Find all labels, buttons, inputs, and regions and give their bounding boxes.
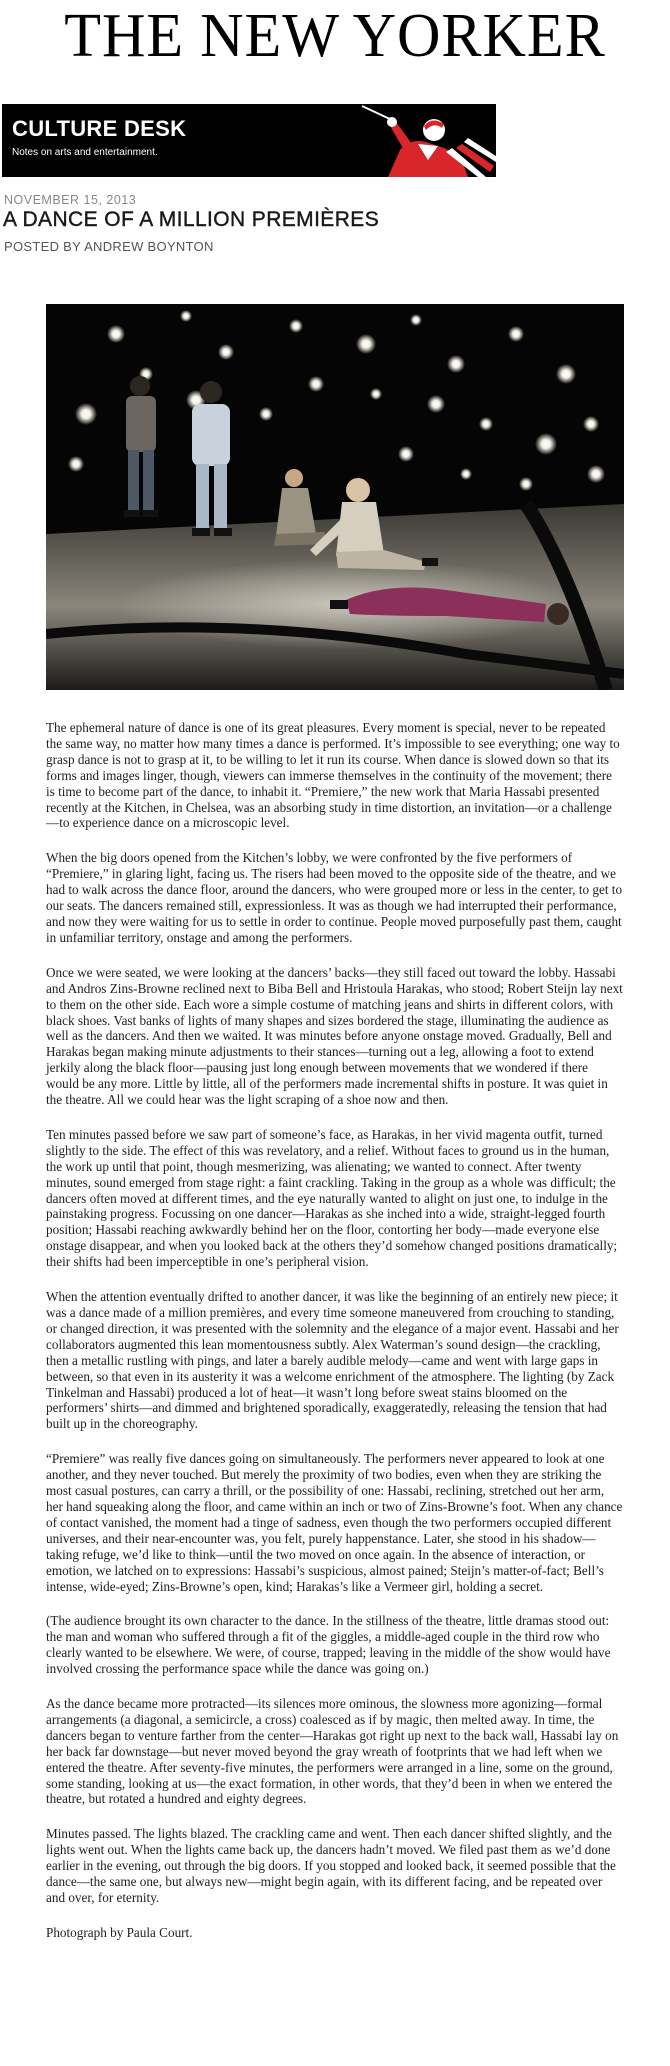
conductor-illustration — [348, 104, 496, 177]
article-headline: A DANCE OF A MILLION PREMIÈRES — [3, 208, 380, 231]
article-paragraph: The ephemeral nature of dance is one of its great pleasures. Every moment is special, never to be repeated the same way, no matter how many times a dance is performed. It’s impossible to see everything; one way to grasp dance is not to grasp at it, to be willing to let it run its course. When dance is slowed down so that its forms and images linger, though, viewers can immerse themselves in the continuity of the movement; there is time to become part of the dance, to inhabit it. “Premiere,” the new work that Maria Hassabi presented recently at the Kitchen, in Chelsea, was an absorbing study in time distortion, an invitation—or a challenge—to experience dance on a microscopic level. — [46, 720, 620, 831]
masthead — [0, 0, 670, 80]
article-byline[interactable]: POSTED BY ANDREW BOYNTON — [4, 239, 214, 254]
article-paragraph: Once we were seated, we were looking at the dancers’ backs—they still faced out toward the lobby. Hassabi and Andros Zins-Browne reclined next to Biba Bell and Hristoula Harakas, who stood; Robert Steijn lay next to them on the other side. Each wore a simple costume of matching jeans and shirts in different colors, with black shoes. Vast banks of lights of many shapes and sizes bordered the stage, illuminating the audience as well as the dancers. And then we waited. It was minutes before anyone onstage moved. Gradually, Bell and Harakas began making minute adjustments to their stances—turning out a leg, allowing a foot to extend jerkily along the black floor—pausing just long enough between movements that we wondered if there would be any more. Little by little, all of the performers made incremental shifts in posture. It was quiet in the theatre. All we could hear was the light scraping of a shoe now and then. — [46, 964, 623, 1108]
article-body — [46, 720, 624, 1960]
article-paragraph: Ten minutes passed before we saw part of someone’s face, as Harakas, in her vivid magenta outfit, turned slightly to the side. The effect of this was revelatory, and a relief. Without faces to ground us in the human, the work up until that point, though mesmerizing, was alienating; we wanted to connect. After twenty minutes, sound emerged from stage right: a faint crackling. Taking in the group as a whole was difficult; the dancers often moved at different times, and the eye naturally wanted to alight on just one, to indulge in the painstaking progress. Focussing on one dancer—Harakas as she inched into a wide, straight-legged fourth position; Hassabi reaching awkwardly behind her on the floor, contorting her body—made everyone else onstage disappear, and when you looked back at the others they’d somehow changed positions dramatically; their shifts had been imperceptible in one’s peripheral vision. — [46, 1126, 618, 1270]
article-date: NOVEMBER 15, 2013 — [4, 193, 137, 207]
article-paragraph: When the big doors opened from the Kitchen’s lobby, we were confronted by the five performers of “Premiere,” in glaring light, facing us. The risers had been moved to the opposite side of the theatre, and we had to walk across the dance floor, around the dancers, who were grouped more or less in the center, to get to our seats. The dancers remained still, expressionless. It was as though we had interrupted their performance, and now they were waiting for us to settle in order to continue. People moved purposefully past them, caught in unfamiliar territory, onstage and among the performers. — [46, 850, 623, 945]
culture-desk-banner[interactable] — [2, 104, 496, 177]
performance-photo — [46, 304, 624, 690]
article-paragraph: Minutes passed. The lights blazed. The crackling came and went. Then each dancer shifted slightly, and the lights went out. When the lights came back up, the dancers hadn’t moved. We filed past them as we’d done earlier in the evening, out through the big doors. If you stopped and looked back, it seemed possible that the dance—the same one, but always new—might begin again, with its different facing, and be repeated over and over, for eternity. — [46, 1826, 616, 1905]
article-paragraph: (The audience brought its own character to the dance. In the stillness of the theatre, little dramas stood out: the man and woman who suffered through a fit of the giggles, a middle-aged couple in the third row who clearly wanted to be elsewhere. We were, of course, trapped; leaving in the middle of the show would have involved crossing the performance space while the dance was going on.) — [46, 1613, 611, 1677]
photo-credit: Photograph by Paula Court. — [46, 1924, 193, 1940]
article-paragraph: When the attention eventually drifted to another dancer, it was like the beginning of an entirely new piece; it was a dance made of a million premières, and every time someone maneuvered from crouching to standing, or changed direction, it was presented with the solemnity and the elegance of a major event. Hassabi and her collaborators augmented this lean momentousness subtly. Alex Waterman’s sound design—the crackling, then a metallic rustling with pings, and later a barely audible melody—came and went with large gaps in between, so that even in its austerity it was a welcome enrichment of the atmosphere. The lighting (by Zack Tinkelman and Hassabi) produced a lot of heat—it wasn’t long before sweat stains bloomed on the performers’ shirts—and dimmed and brightened sporadically, exaggeratedly, releasing the tension that had built up in the choreography. — [46, 1289, 619, 1432]
article-paragraph: As the dance became more protracted—its silences more ominous, the slowness more agonizing—formal arrangements (a diagonal, a semicircle, a cross) coalesced as if by magic, then melted away. In time, the dancers began to venture farther from the center—Harakas got right up next to the back wall, Hassabi lay on her back far downstage—but never moved beyond the gray wreath of footprints that we had left when we entered the theatre. After seventy-five minutes, the performers were arranged in a line, some on the ground, some standing, looking at us—the exact formation, in other words, that they’d been in when we entered the theatre, but rotated a hundred and eighty degrees. — [46, 1696, 619, 1807]
article-paragraph: “Premiere” was really five dances going on simultaneously. The performers never appeared to look at one another, and they never touched. But merely the proximity of two bodies, even when they are striking the most casual postures, can carry a thrill, or the possibility of one: Hassabi, reclining, stretched out her arm, her hand squeaking along the floor, and came within an inch or two of Zins-Browne’s foot. When any chance of contact vanished, the moment had a tinge of sadness, even though the two performers occupied different universes, and their near-encounter was, you felt, purely happenstance. Later, she stood in his shadow—taking refuge, we’d like to think—until the two moved on once again. In the absence of interaction, or emotion, we latched on to expressions: Hassabi’s suspicious, almost pained; Steijn’s matter-of-fact; Bell’s intense, wide-eyed; Zins-Browne’s open, kind; Harakas’s like a Vermeer girl, holding a secret. — [46, 1451, 623, 1594]
banner-title: CULTURE DESK — [12, 116, 187, 141]
masthead-logo[interactable]: THE NEW YORKER — [64, 2, 606, 70]
banner-tagline: Notes on arts and entertainment. — [12, 147, 158, 158]
stage-scene-illustration — [46, 304, 624, 690]
